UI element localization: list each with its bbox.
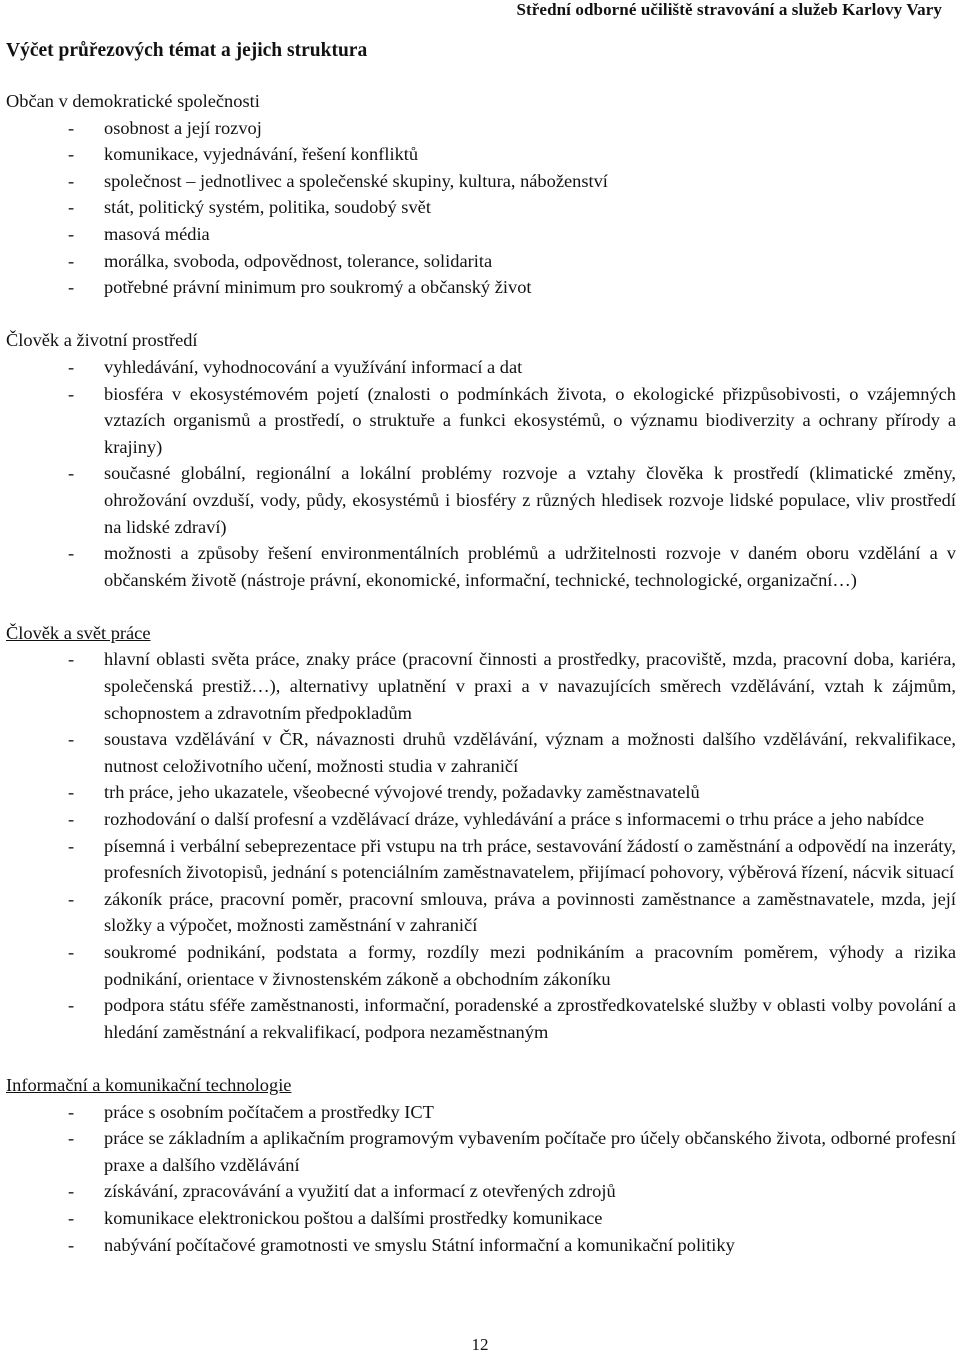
list-item-text: soustava vzdělávání v ČR, návaznosti druhů vzdělávání, význam a možnosti dalšího vzdělávání, rekvalifikace, nutnost celoživotního učení, možnosti studia v zahraničí bbox=[104, 729, 956, 776]
list-item-text: biosféra v ekosystémovém pojetí (znalosti o podmínkách života, o ekologické přizpůsobivosti, o vzájemných vztazích organismů a prostředí, o struktuře a funkci ekosystémů, o významu biodiverzity a ochrany přírody a krajiny) bbox=[104, 383, 956, 457]
list-item bbox=[6, 168, 956, 195]
list-item bbox=[6, 1178, 956, 1205]
list-item-text: potřebné právní minimum pro soukromý a občanský život bbox=[104, 277, 532, 298]
list-item bbox=[6, 726, 956, 779]
bullet-dash: - bbox=[68, 117, 75, 138]
list-item-text: písemná i verbální sebeprezentace při vstupu na trh práce, sestavování žádostí o zaměstnání a odpovědí na inzeráty, profesních životopisů, jednání s potenciálním zaměstnavatelem, přijímací pohovory, výběrová řízení, nácvik situací bbox=[104, 835, 956, 883]
bullet-dash: - bbox=[68, 995, 75, 1016]
bullet-dash: - bbox=[68, 197, 75, 218]
list-item-text: morálka, svoboda, odpovědnost, tolerance, solidarita bbox=[104, 250, 493, 271]
item-list bbox=[6, 115, 956, 301]
list-item-text: soukromé podnikání, podstata a formy, rozdíly mezi podnikáním a pracovním poměrem, výhody a rizika podnikání, orientace v živnostenském zákoně a obchodním zákoníku bbox=[104, 942, 956, 989]
section-work bbox=[6, 620, 956, 1046]
bullet-dash: - bbox=[68, 649, 75, 670]
section-title: Člověk a životní prostředí bbox=[6, 330, 198, 351]
section-citizen bbox=[6, 88, 956, 301]
list-item bbox=[6, 939, 956, 992]
section-title: Člověk a svět práce bbox=[6, 622, 151, 643]
list-item-text: společnost – jednotlivec a společenské skupiny, kultura, náboženství bbox=[104, 170, 608, 191]
list-item-text: podpora státu sféře zaměstnanosti, informační, poradenské a zprostředkovatelské služby v oblasti volby povolání a hledání zaměstnání a rekvalifikací, podpora nezaměstnaným bbox=[104, 995, 956, 1042]
list-item bbox=[6, 833, 956, 886]
list-item bbox=[6, 221, 956, 248]
item-list bbox=[6, 354, 956, 593]
list-item bbox=[6, 194, 956, 221]
document-title: Výčet průřezových témat a jejich struktura bbox=[6, 40, 368, 61]
bullet-dash: - bbox=[68, 170, 75, 191]
list-item-text: osobnost a její rozvoj bbox=[104, 117, 262, 138]
list-item-text: trh práce, jeho ukazatele, všeobecné vývojové trendy, požadavky zaměstnavatelů bbox=[104, 782, 700, 803]
bullet-dash: - bbox=[68, 383, 75, 404]
bullet-dash: - bbox=[68, 463, 75, 484]
list-item-text: současné globální, regionální a lokální problémy rozvoje a vztahy člověka k prostředí (klimatické změny, ohrožování ovzduší, vody, půdy, ekosystémů i biosféry z různých hledisek rozvoje lidské populace, vliv prostředí na lidské zdraví) bbox=[104, 463, 956, 537]
bullet-dash: - bbox=[68, 888, 75, 909]
bullet-dash: - bbox=[68, 942, 75, 962]
bullet-dash: - bbox=[68, 250, 75, 271]
bullet-dash: - bbox=[68, 729, 75, 750]
list-item bbox=[6, 115, 956, 142]
bullet-dash: - bbox=[68, 543, 75, 564]
list-item-text: práce s osobním počítačem a prostředky ICT bbox=[104, 1101, 434, 1122]
section-ict bbox=[6, 1072, 956, 1258]
bullet-dash: - bbox=[68, 1234, 75, 1255]
list-item bbox=[6, 141, 956, 168]
item-list bbox=[6, 1099, 956, 1259]
list-item-text: možnosti a způsoby řešení environmentálních problémů a udržitelnosti rozvoje v daném oboru vzdělání a v občanském životě (nástroje právní, ekonomické, informační, technické, technologické, organizační…) bbox=[104, 543, 956, 590]
bullet-dash: - bbox=[68, 782, 75, 803]
list-item-text: nabývání počítačové gramotnosti ve smyslu Státní informační a komunikační politiky bbox=[104, 1234, 735, 1255]
list-item bbox=[6, 806, 956, 833]
bullet-dash: - bbox=[68, 277, 75, 298]
list-item bbox=[6, 779, 956, 806]
page-header: Střední odborné učiliště stravování a služeb Karlovy Vary bbox=[516, 0, 942, 19]
list-item bbox=[6, 886, 956, 939]
section-environment bbox=[6, 327, 956, 593]
list-item-text: rozhodování o další profesní a vzdělávací dráze, vyhledávání a práce s informacemi o trhu práce a jeho nabídce bbox=[104, 809, 925, 830]
list-item-text: komunikace, vyjednávání, řešení konfliktů bbox=[104, 144, 419, 165]
list-item-text: zákoník práce, pracovní poměr, pracovní smlouva, práva a povinnosti zaměstnance a zaměstnavatele, mzda, její složky a výpočet, možnosti zaměstnání v zahraničí bbox=[104, 888, 956, 936]
bullet-dash: - bbox=[68, 1207, 75, 1228]
list-item bbox=[6, 248, 956, 275]
bullet-dash: - bbox=[68, 144, 75, 165]
bullet-dash: - bbox=[68, 356, 75, 377]
document-body bbox=[6, 88, 956, 1285]
list-item-text: masová média bbox=[104, 223, 210, 244]
list-item bbox=[6, 381, 956, 461]
bullet-dash: - bbox=[68, 1101, 75, 1122]
list-item bbox=[6, 646, 956, 726]
list-item bbox=[6, 540, 956, 593]
section-title: Informační a komunikační technologie bbox=[6, 1074, 292, 1095]
list-item bbox=[6, 1125, 956, 1178]
page-number: 12 bbox=[471, 1335, 489, 1354]
list-item bbox=[6, 1232, 956, 1259]
list-item-text: komunikace elektronickou poštou a dalšími prostředky komunikace bbox=[104, 1207, 603, 1228]
list-item-text: práce se základním a aplikačním programovým vybavením počítače pro účely občanského života, odborné profesní praxe a dalšího vzdělávání bbox=[104, 1128, 956, 1175]
list-item bbox=[6, 992, 956, 1045]
list-item bbox=[6, 460, 956, 540]
bullet-dash: - bbox=[68, 835, 75, 856]
list-item-text: stát, politický systém, politika, soudobý svět bbox=[104, 197, 431, 218]
bullet-dash: - bbox=[68, 1181, 75, 1202]
list-item bbox=[6, 1099, 956, 1126]
list-item bbox=[6, 354, 956, 381]
bullet-dash: - bbox=[68, 223, 75, 244]
bullet-dash: - bbox=[68, 1128, 75, 1149]
list-item-text: vyhledávání, vyhodnocování a využívání informací a dat bbox=[104, 356, 523, 377]
list-item bbox=[6, 274, 956, 301]
section-title: Občan v demokratické společnosti bbox=[6, 91, 260, 111]
item-list bbox=[6, 646, 956, 1045]
list-item bbox=[6, 1205, 956, 1232]
list-item-text: získávání, zpracovávání a využití dat a informací z otevřených zdrojů bbox=[104, 1181, 616, 1202]
bullet-dash: - bbox=[68, 809, 75, 830]
list-item-text: hlavní oblasti světa práce, znaky práce (pracovní činnosti a prostředky, pracoviště, mzda, pracovní doba, kariéra, společenská prestiž…), alternativy uplatnění v praxi a v navazujících směrech vzdělávání, vztah k zájmům, schopnostem a zdravotním předpokladům bbox=[104, 649, 956, 723]
